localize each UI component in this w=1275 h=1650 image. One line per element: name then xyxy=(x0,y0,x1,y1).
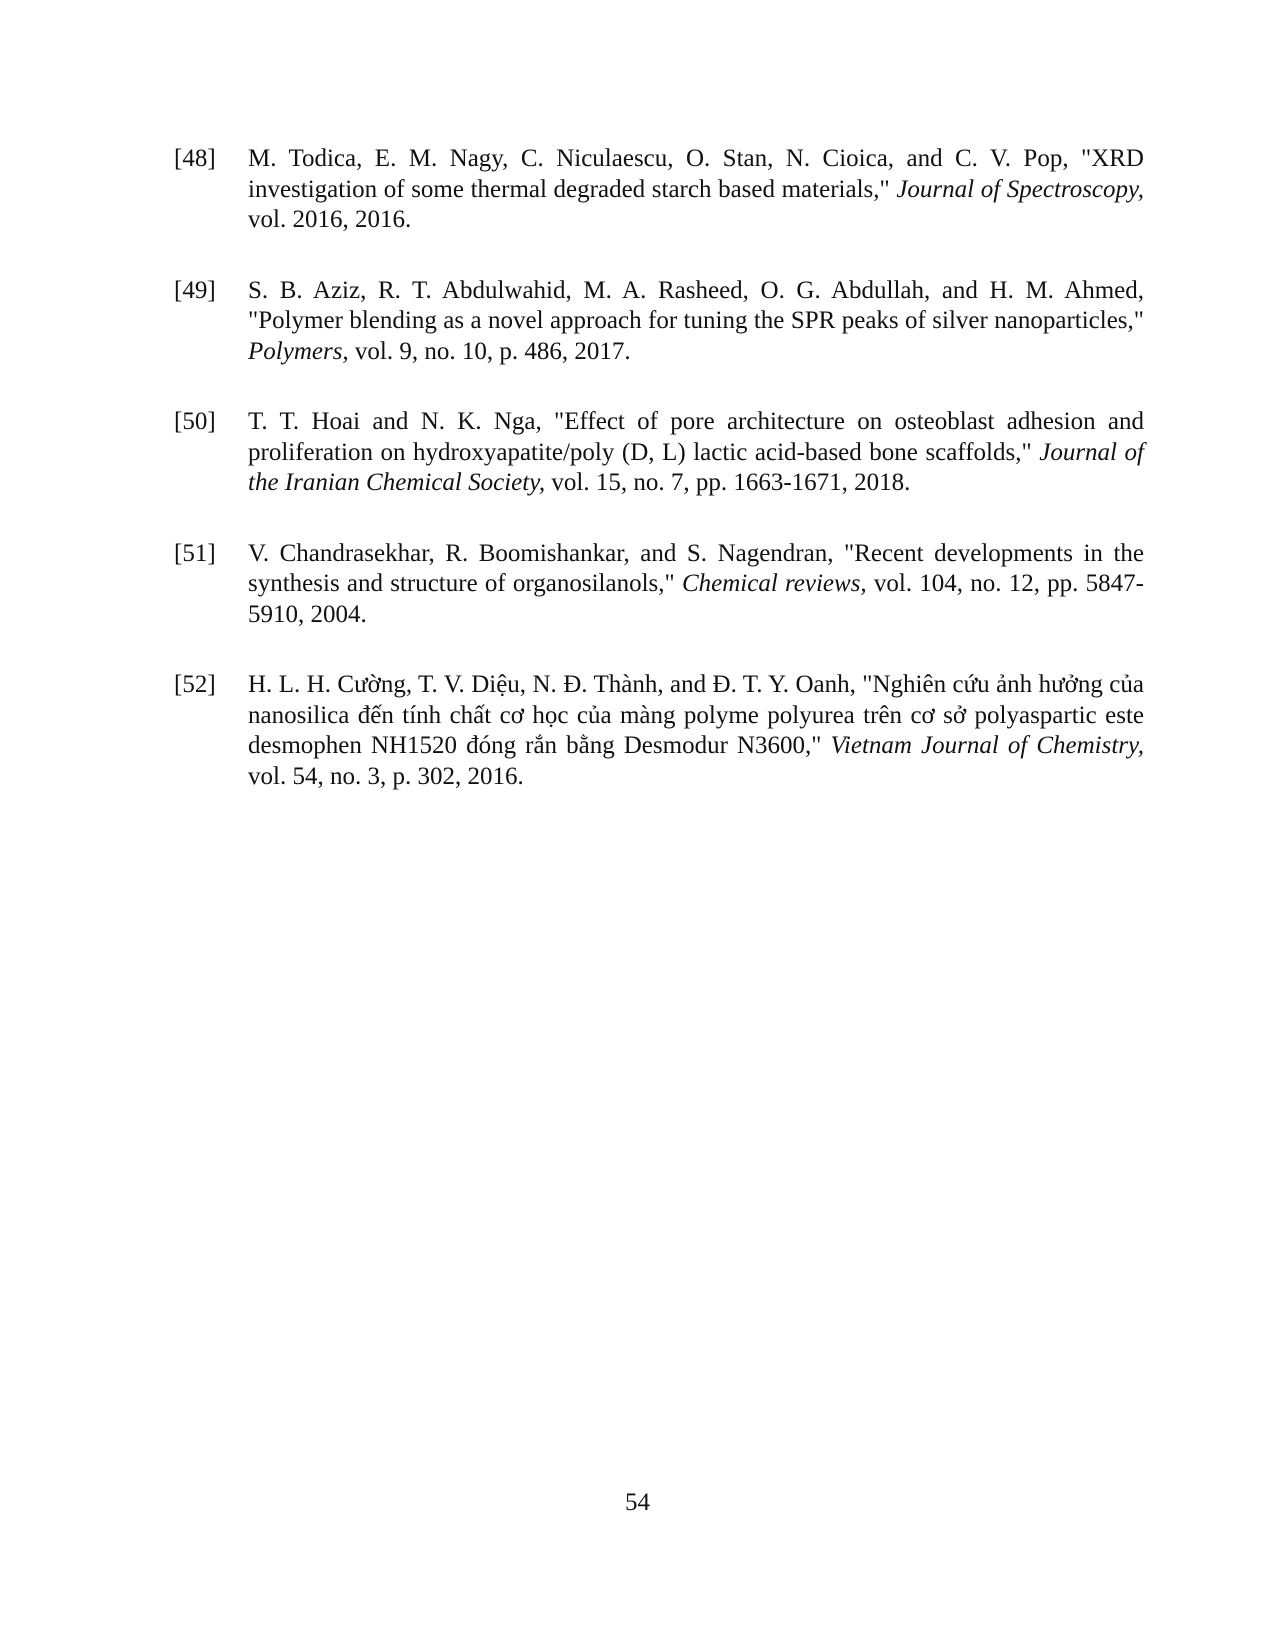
reference-title: "Effect of pore architecture on osteoblast adhesion and proliferation on hydroxyapatite/poly (D, L) lactic acid-based bone scaffolds," xyxy=(248,408,1144,466)
reference-authors: V. Chandrasekhar, R. Boomishankar, and S. Nagendran, xyxy=(248,539,844,567)
reference-number: [48] xyxy=(174,145,216,172)
reference-journal: Chemical reviews, xyxy=(681,570,867,597)
reference-details: vol. 104, no. 12, pp. 5847-5910, 2004. xyxy=(248,570,1144,628)
reference-number: [49] xyxy=(174,276,216,304)
reference-journal: Journal of the Iranian Chemical Society, xyxy=(248,438,1144,496)
reference-details: vol. 54, no. 3, p. 302, 2016. xyxy=(248,762,524,790)
reference-authors: S. B. Aziz, R. T. Abdulwahid, M. A. Rasheed, O. G. Abdullah, and H. M. Ahmed, xyxy=(248,276,1144,304)
reference-title: "Polymer blending as a novel approach for tuning the SPR peaks of silver nanoparticles," xyxy=(248,307,1144,334)
reference-details: vol. 9, no. 10, p. 486, 2017. xyxy=(348,337,631,365)
reference-title: "Recent developments in the synthesis and structure of organosilanols," xyxy=(248,539,1144,597)
reference-text xyxy=(248,670,1144,792)
reference-authors: H. L. H. Cường, T. V. Diệu, N. Đ. Thành, and Đ. T. Y. Oanh, xyxy=(248,671,863,698)
reference-number: [52] xyxy=(174,671,216,698)
reference-authors: T. T. Hoai and N. K. Nga, xyxy=(248,408,555,435)
reference-entry xyxy=(174,276,1144,368)
reference-number: [51] xyxy=(174,539,216,567)
reference-text xyxy=(248,276,1144,368)
reference-title: "Nghiên cứu ảnh hưởng của nanosilica đến tính chất cơ học của màng polyme polyurea trên cơ sở polyaspartic este desmophen NH1520 đóng rắn bằng Desmodur N3600," xyxy=(248,671,1144,759)
reference-entry xyxy=(174,539,1144,631)
reference-text xyxy=(248,407,1144,499)
reference-journal: Journal of Spectroscopy, xyxy=(896,175,1144,203)
reference-authors: M. Todica, E. M. Nagy, C. Niculaescu, O. Stan, N. Cioica, and C. V. Pop, xyxy=(248,145,1081,172)
reference-entry xyxy=(174,670,1144,792)
reference-text xyxy=(248,539,1144,631)
reference-list xyxy=(174,144,1144,832)
reference-number: [50] xyxy=(174,408,216,435)
reference-entry xyxy=(174,144,1144,236)
reference-text xyxy=(248,144,1144,236)
reference-details: vol. 15, no. 7, pp. 1663-1671, 2018. xyxy=(545,469,911,496)
reference-details: vol. 2016, 2016. xyxy=(248,206,412,233)
page-number: 54 xyxy=(625,1489,650,1516)
reference-journal: Vietnam Journal of Chemistry, xyxy=(830,732,1144,759)
reference-entry xyxy=(174,407,1144,499)
reference-journal: Polymers, xyxy=(248,337,349,365)
reference-title: "XRD investigation of some thermal degraded starch based materials," xyxy=(248,145,1144,203)
